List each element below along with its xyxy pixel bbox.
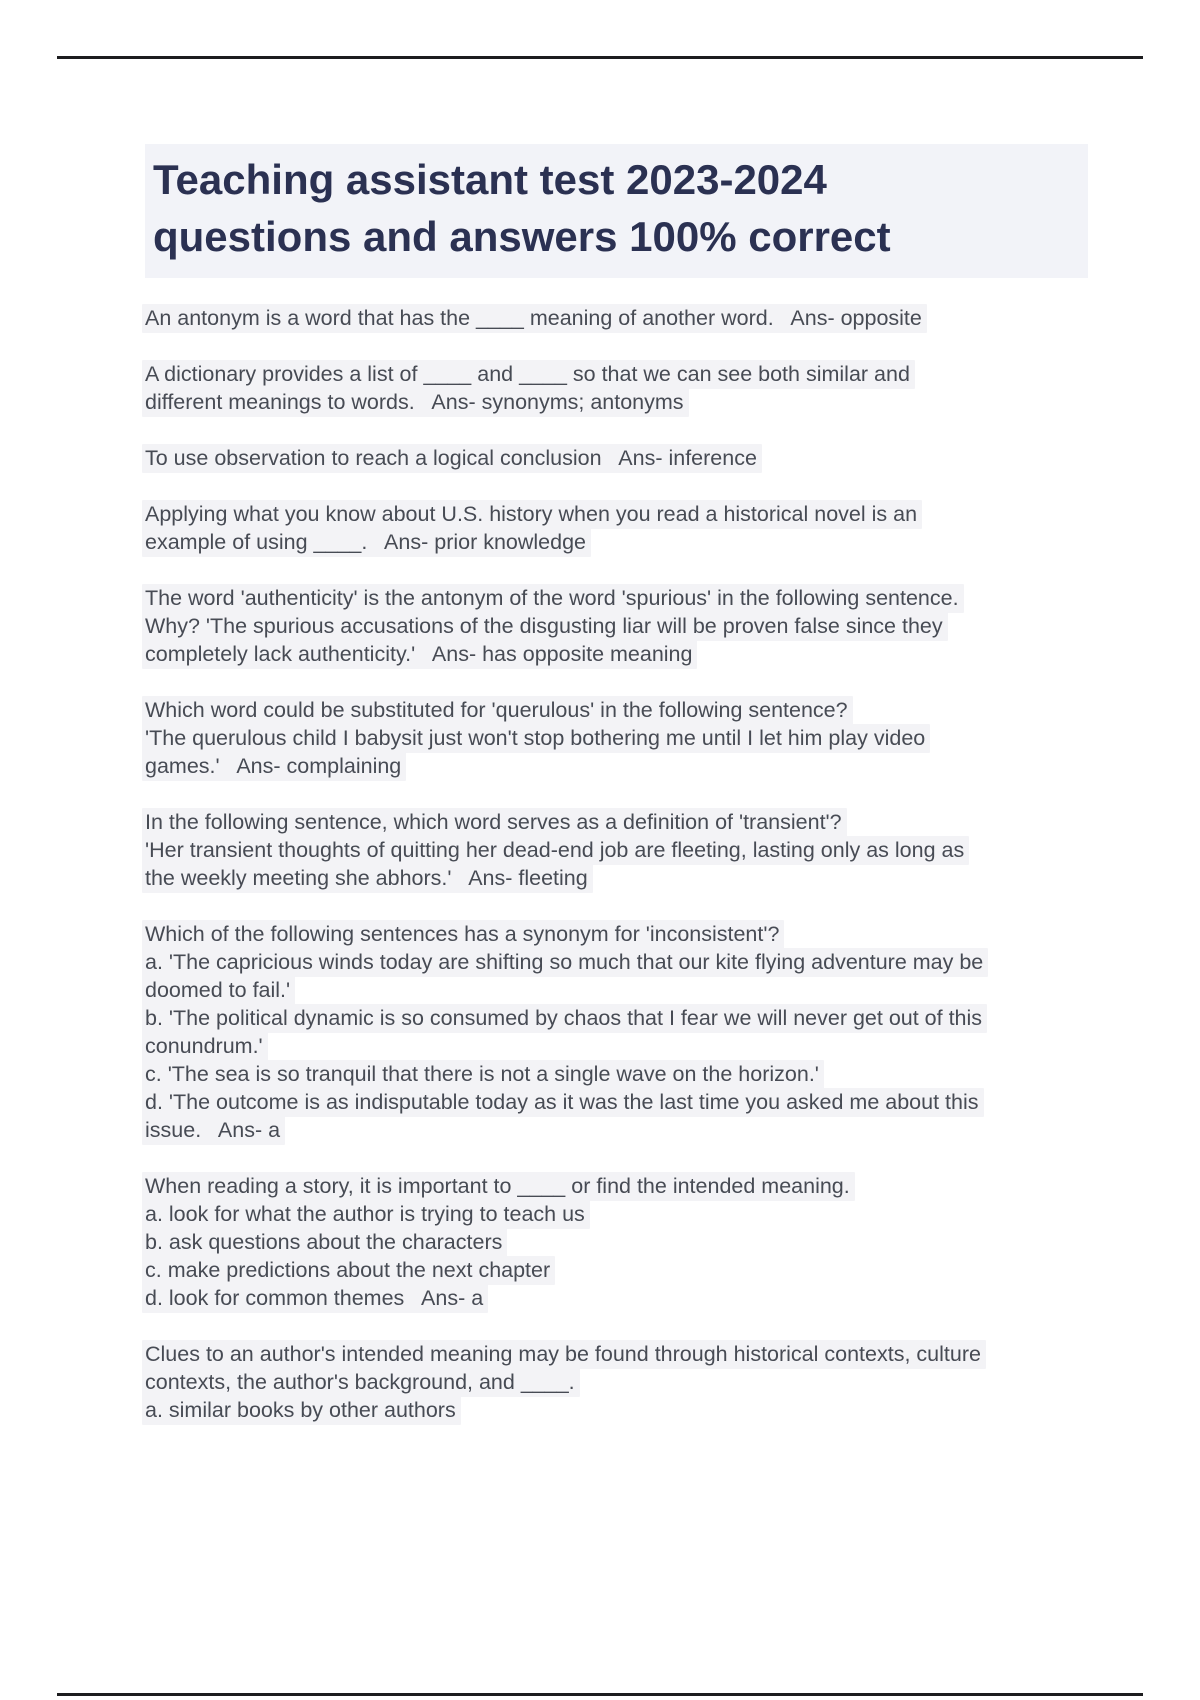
qa-line-text: The word 'authenticity' is the antonym of the word 'spurious' in the following sentence. (142, 584, 964, 613)
qa-line (145, 808, 1155, 836)
qa-line-text: a. similar books by other authors (142, 1396, 461, 1425)
qa-paragraph-5 (145, 584, 1155, 668)
qa-line (145, 1368, 1155, 1396)
qa-list (145, 304, 1155, 1452)
document-title (153, 151, 1088, 265)
top-rule (57, 56, 1143, 59)
qa-line-text: a. 'The capricious winds today are shifting so much that our kite flying adventure may be (142, 948, 988, 977)
qa-line-text: conundrum.' (142, 1032, 268, 1061)
qa-line-text: different meanings to words. Ans- synonyms; antonyms (142, 388, 689, 417)
qa-line (145, 1284, 1155, 1312)
qa-line-text: 'Her transient thoughts of quitting her dead-end job are fleeting, lasting only as long as (142, 836, 969, 865)
qa-line (145, 612, 1155, 640)
qa-line (145, 1032, 1155, 1060)
qa-line (145, 584, 1155, 612)
title-line-1: Teaching assistant test 2023-2024 (153, 156, 827, 203)
qa-line (145, 752, 1155, 780)
qa-line (145, 304, 1155, 332)
qa-line (145, 528, 1155, 556)
title-line-2: questions and answers 100% correct (153, 213, 891, 260)
qa-line-text: d. 'The outcome is as indisputable today as it was the last time you asked me about this (142, 1088, 984, 1117)
qa-line (145, 976, 1155, 1004)
qa-line-text: doomed to fail.' (142, 976, 295, 1005)
qa-line (145, 920, 1155, 948)
qa-line (145, 1396, 1155, 1424)
qa-paragraph-2 (145, 360, 1155, 416)
qa-line (145, 360, 1155, 388)
qa-paragraph-3 (145, 444, 1155, 472)
document-title-block (145, 144, 1088, 278)
qa-line (145, 1256, 1155, 1284)
qa-line (145, 388, 1155, 416)
qa-line (145, 1172, 1155, 1200)
qa-line (145, 1228, 1155, 1256)
qa-line-text: Which of the following sentences has a synonym for 'inconsistent'? (142, 920, 784, 949)
qa-line-text: d. look for common themes Ans- a (142, 1284, 488, 1313)
qa-line (145, 836, 1155, 864)
qa-line-text: b. ask questions about the characters (142, 1228, 507, 1257)
qa-line (145, 864, 1155, 892)
qa-line-text: When reading a story, it is important to ____ or find the intended meaning. (142, 1172, 855, 1201)
qa-line (145, 1004, 1155, 1032)
bottom-rule (57, 1693, 1143, 1696)
qa-line-text: contexts, the author's background, and ____. (142, 1368, 580, 1397)
qa-line-text: issue. Ans- a (142, 1116, 285, 1145)
qa-line-text: c. make predictions about the next chapter (142, 1256, 555, 1285)
qa-line (145, 1116, 1155, 1144)
qa-paragraph-4 (145, 500, 1155, 556)
qa-line (145, 1340, 1155, 1368)
qa-line (145, 640, 1155, 668)
qa-line (145, 948, 1155, 976)
qa-line-text: b. 'The political dynamic is so consumed by chaos that I fear we will never get out of this (142, 1004, 987, 1033)
qa-line-text: the weekly meeting she abhors.' Ans- fleeting (142, 864, 593, 893)
qa-line-text: Applying what you know about U.S. history when you read a historical novel is an (142, 500, 922, 529)
qa-line (145, 1088, 1155, 1116)
qa-line-text: Why? 'The spurious accusations of the disgusting liar will be proven false since they (142, 612, 948, 641)
qa-paragraph-7 (145, 808, 1155, 892)
qa-line (145, 724, 1155, 752)
qa-line (145, 1060, 1155, 1088)
qa-line (145, 500, 1155, 528)
qa-paragraph-9 (145, 1172, 1155, 1312)
qa-line-text: Clues to an author's intended meaning may be found through historical contexts, culture (142, 1340, 986, 1369)
qa-paragraph-10 (145, 1340, 1155, 1424)
qa-paragraph-8 (145, 920, 1155, 1144)
qa-line-text: An antonym is a word that has the ____ meaning of another word. Ans- opposite (142, 304, 927, 333)
qa-line-text: games.' Ans- complaining (142, 752, 406, 781)
qa-line (145, 444, 1155, 472)
qa-line (145, 1200, 1155, 1228)
qa-line-text: c. 'The sea is so tranquil that there is not a single wave on the horizon.' (142, 1060, 824, 1089)
qa-paragraph-1 (145, 304, 1155, 332)
qa-paragraph-6 (145, 696, 1155, 780)
qa-line-text: 'The querulous child I babysit just won't stop bothering me until I let him play video (142, 724, 930, 753)
qa-line-text: To use observation to reach a logical conclusion Ans- inference (142, 444, 762, 473)
qa-line (145, 696, 1155, 724)
qa-line-text: completely lack authenticity.' Ans- has opposite meaning (142, 640, 697, 669)
qa-line-text: A dictionary provides a list of ____ and ____ so that we can see both similar and (142, 360, 915, 389)
qa-line-text: In the following sentence, which word serves as a definition of 'transient'? (142, 808, 847, 837)
qa-line-text: a. look for what the author is trying to teach us (142, 1200, 590, 1229)
qa-line-text: example of using ____. Ans- prior knowledge (142, 528, 591, 557)
qa-line-text: Which word could be substituted for 'querulous' in the following sentence? (142, 696, 853, 725)
